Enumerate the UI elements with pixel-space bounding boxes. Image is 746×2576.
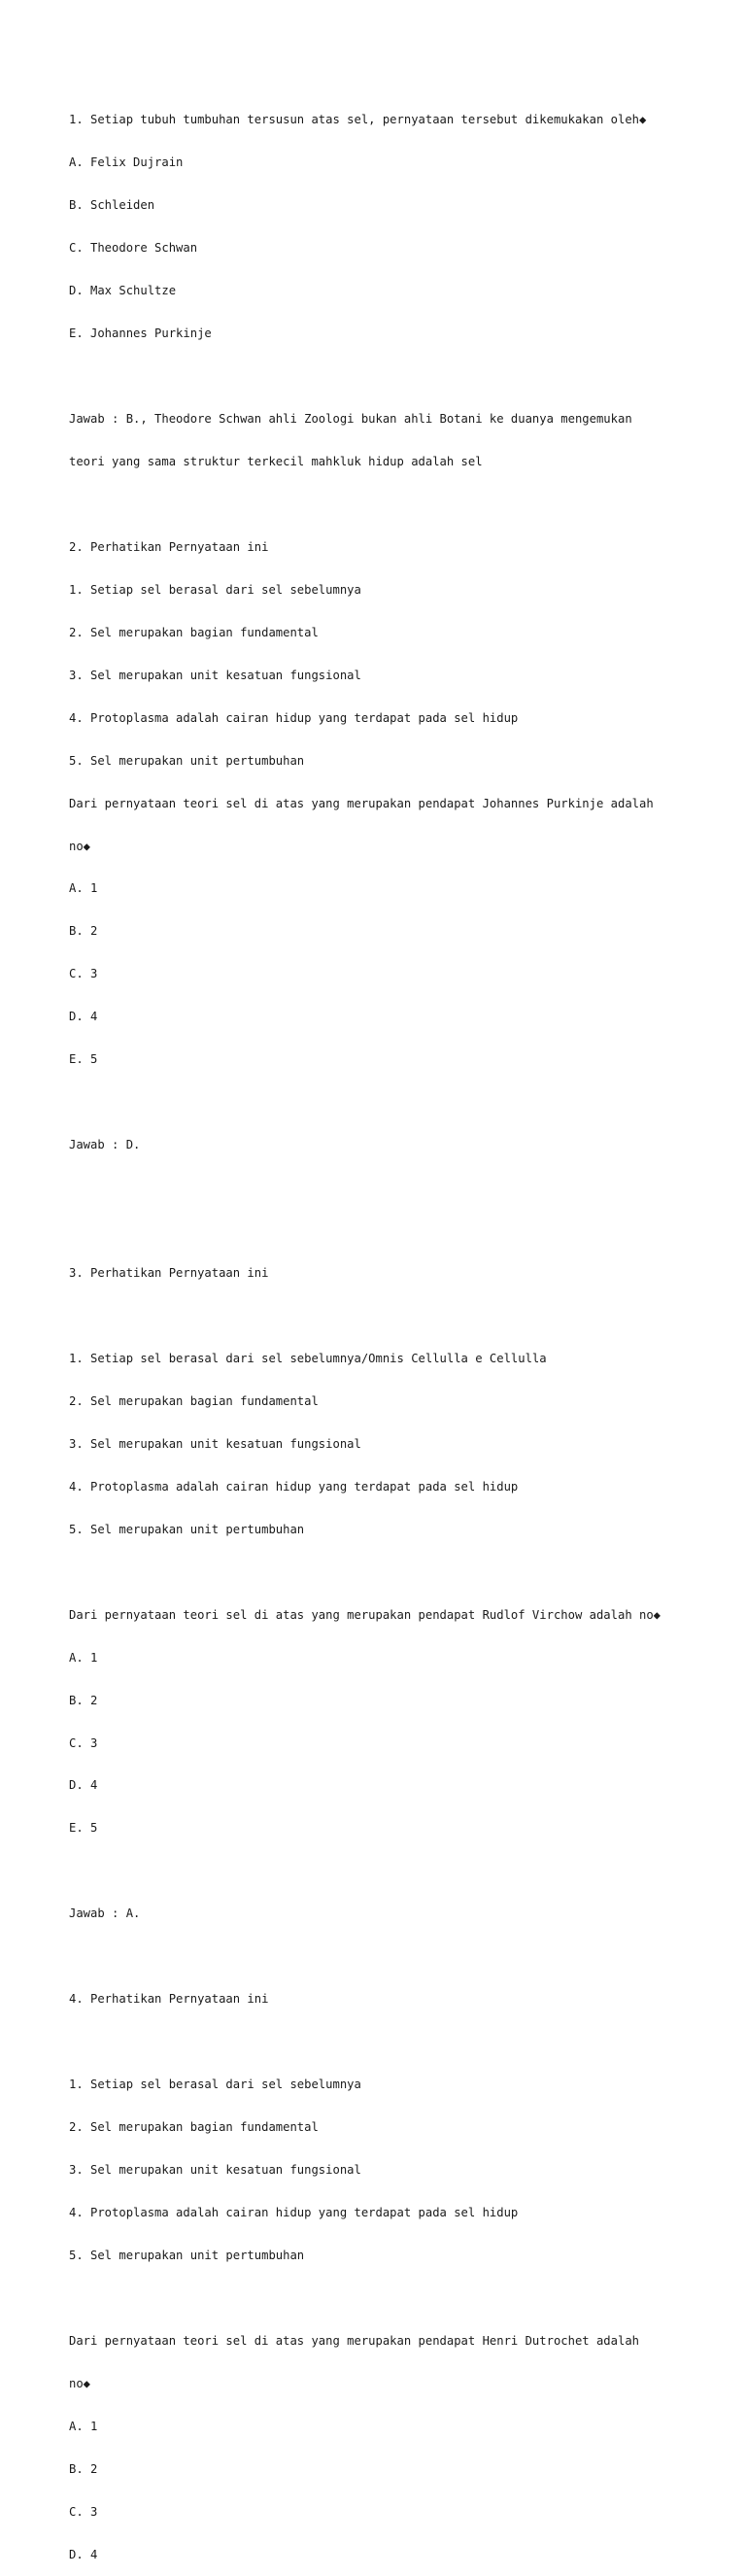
text-line: D. 4 — [69, 2547, 98, 2561]
text-line: 1. Setiap sel berasal dari sel sebelumnya — [69, 2078, 361, 2092]
text-line — [69, 1181, 729, 1195]
text-line: 4. Protoplasma adalah cairan hidup yang terdapat pada sel hidup — [69, 1479, 519, 1494]
text-line: 2. Sel merupakan bagian fundamental — [69, 1393, 319, 1408]
text-line: no◆ — [69, 2376, 91, 2390]
text-line: Dari pernyataan teori sel di atas yang merupakan pendapat Johannes Purkinje adalah — [69, 796, 654, 810]
text-line: 2. Sel merupakan bagian fundamental — [69, 625, 319, 639]
text-line: 3. Sel merupakan unit kesatuan fungsional — [69, 1436, 361, 1451]
text-line: Jawab : A. — [69, 1906, 141, 1921]
text-line: 4. Perhatikan Pernyataan ini — [69, 1992, 269, 2007]
text-line: B. Schleiden — [69, 198, 155, 213]
text-line: C. 3 — [69, 1735, 98, 1750]
text-line: 4. Protoplasma adalah cairan hidup yang terdapat pada sel hidup — [69, 2206, 519, 2220]
text-line — [69, 1949, 729, 1964]
text-line: Jawab : B., Theodore Schwan ahli Zoologi bukan ahli Botani ke duanya mengemukan — [69, 411, 632, 426]
text-line: A. Felix Dujrain — [69, 155, 184, 170]
text-line — [69, 498, 729, 512]
text-line: teori yang sama struktur terkecil mahkluk hidup adalah sel — [69, 454, 483, 468]
text-line — [69, 1565, 729, 1580]
text-line: E. 5 — [69, 1821, 98, 1836]
text-line: 3. Perhatikan Pernyataan ini — [69, 1266, 269, 1281]
text-line: E. 5 — [69, 1052, 98, 1067]
text-line: C. 3 — [69, 2504, 98, 2519]
text-line: 1. Setiap tubuh tumbuhan tersusun atas sel, pernyataan tersebut dikemukakan oleh◆ — [69, 113, 647, 127]
text-line — [69, 2291, 729, 2306]
text-line: A. 1 — [69, 2419, 98, 2433]
text-line — [69, 2035, 729, 2049]
text-line — [69, 1223, 729, 1238]
text-line: C. Theodore Schwan — [69, 241, 198, 256]
text-line: A. 1 — [69, 1650, 98, 1665]
text-line: 5. Sel merupakan unit pertumbuhan — [69, 1522, 305, 1536]
text-line: Dari pernyataan teori sel di atas yang merupakan pendapat Henri Dutrochet adalah — [69, 2333, 639, 2348]
text-line: C. 3 — [69, 967, 98, 981]
text-line: 4. Protoplasma adalah cairan hidup yang terdapat pada sel hidup — [69, 710, 519, 725]
text-line — [69, 369, 729, 384]
text-line: 3. Sel merupakan unit kesatuan fungsional — [69, 668, 361, 682]
document-text — [69, 85, 729, 2576]
text-line: Jawab : D. — [69, 1138, 141, 1152]
text-line: 2. Perhatikan Pernyataan ini — [69, 539, 269, 554]
text-line: B. 2 — [69, 2461, 98, 2476]
text-line — [69, 1309, 729, 1323]
text-line: 1. Setiap sel berasal dari sel sebelumnya/Omnis Cellulla e Cellulla — [69, 1351, 547, 1365]
text-line: D. 4 — [69, 1010, 98, 1024]
text-line: no◆ — [69, 839, 91, 853]
text-line: A. 1 — [69, 881, 98, 896]
text-line: B. 2 — [69, 924, 98, 939]
text-line: 1. Setiap sel berasal dari sel sebelumnya — [69, 582, 361, 597]
text-line: D. Max Schultze — [69, 284, 177, 298]
text-line: D. 4 — [69, 1778, 98, 1793]
text-line: 5. Sel merupakan unit pertumbuhan — [69, 2248, 305, 2262]
text-line: 3. Sel merupakan unit kesatuan fungsional — [69, 2163, 361, 2178]
text-line — [69, 1095, 729, 1110]
text-line: Dari pernyataan teori sel di atas yang merupakan pendapat Rudlof Virchow adalah no◆ — [69, 1607, 661, 1622]
text-line — [69, 1864, 729, 1878]
text-line: 5. Sel merupakan unit pertumbuhan — [69, 753, 305, 768]
text-line: E. Johannes Purkinje — [69, 326, 212, 341]
text-line: B. 2 — [69, 1693, 98, 1707]
text-line: 2. Sel merupakan bagian fundamental — [69, 2120, 319, 2135]
